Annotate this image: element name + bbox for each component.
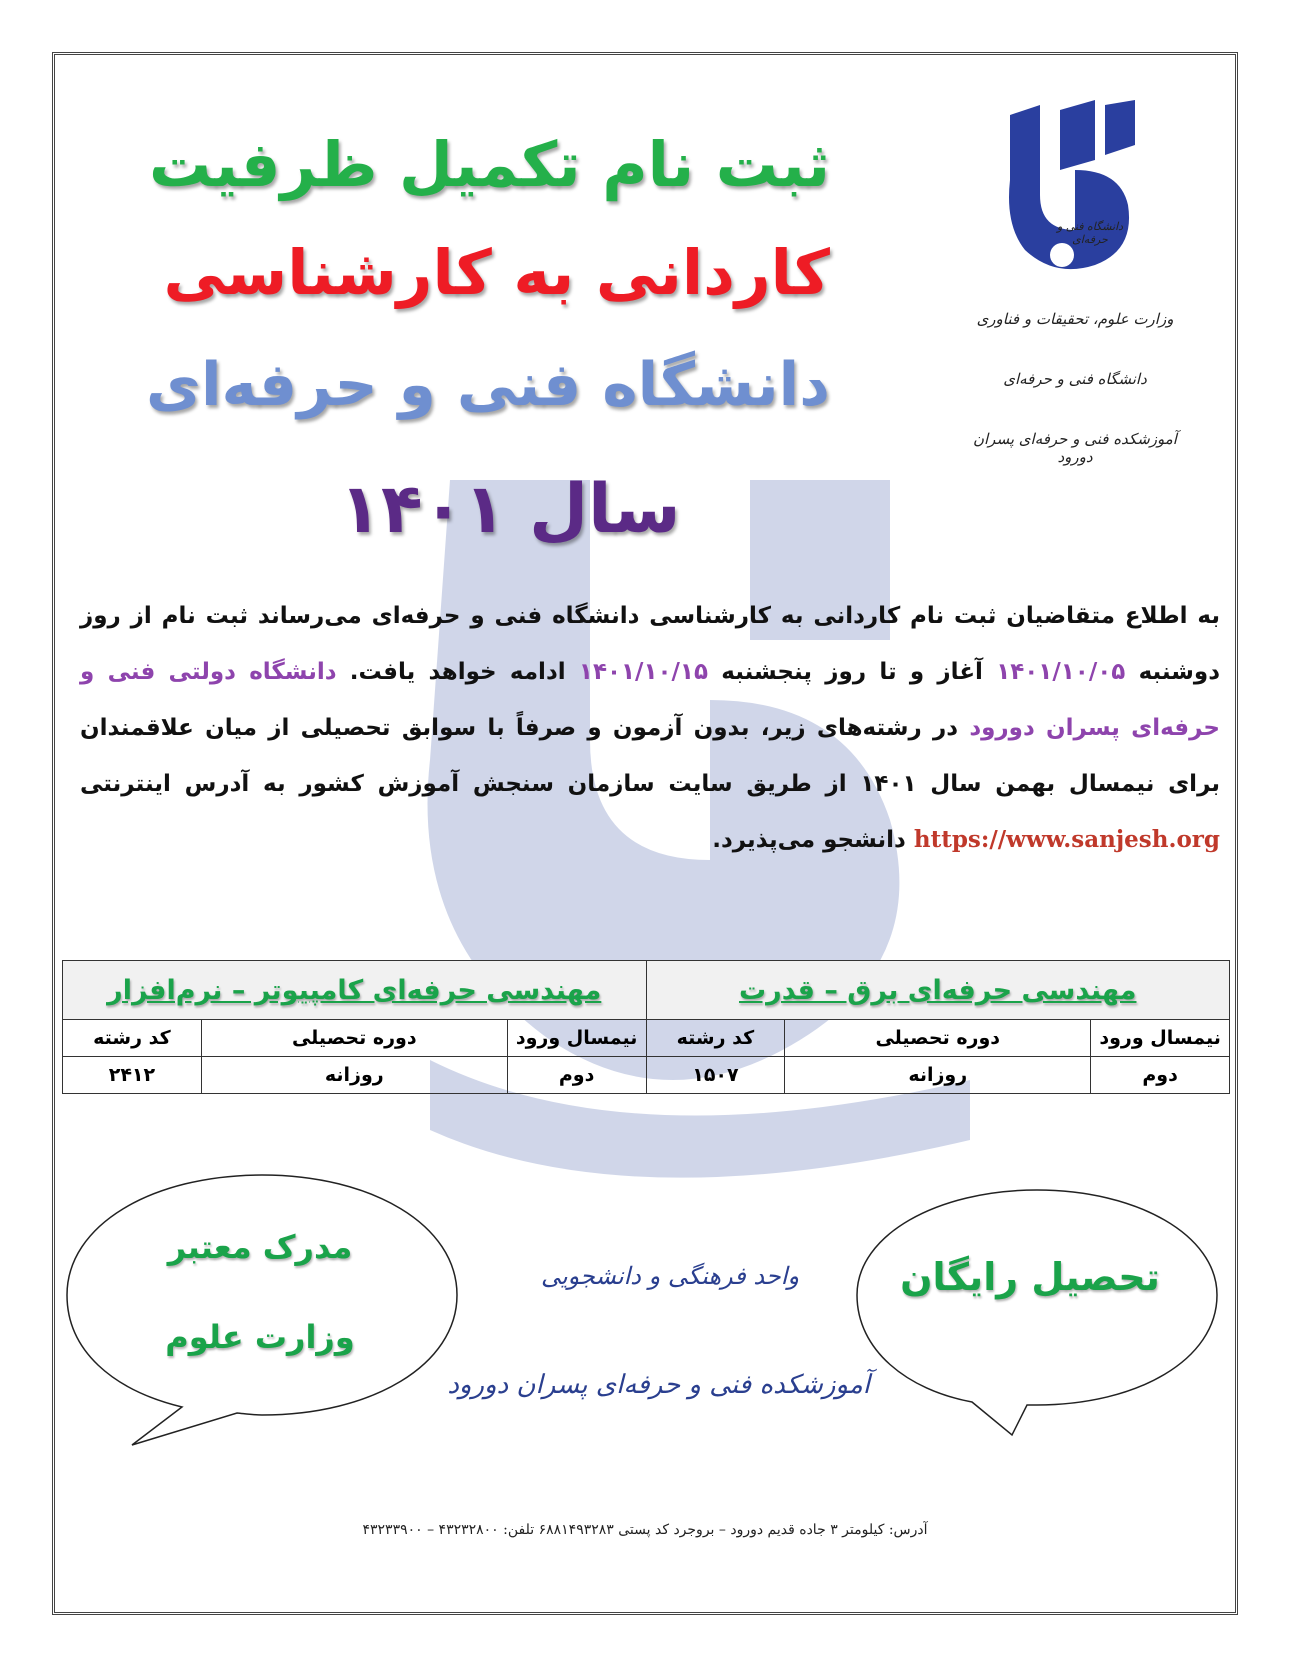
logo-ministry-text: وزارت علوم، تحقیقات و فناوری xyxy=(976,310,1174,328)
title-degree: کاردانی به کارشناسی xyxy=(163,236,830,309)
title-university: دانشگاه فنی و حرفه‌ای xyxy=(145,350,830,420)
col-course: دوره تحصیلی xyxy=(785,1020,1091,1057)
speech-bubble-left xyxy=(62,1155,462,1455)
table-row xyxy=(63,1057,1230,1094)
sanjesh-link[interactable]: https://www.sanjesh.org xyxy=(913,826,1220,853)
logo-mark-text: دانشگاه فنی و حرفه‌ای xyxy=(1056,220,1124,246)
table-subheader-row xyxy=(63,1020,1230,1057)
cell-code: ۲۴۱۲ xyxy=(63,1057,202,1094)
logo-college-text: آموزشکده فنی و حرفه‌ای پسران دورود xyxy=(973,430,1177,466)
title-registration: ثبت نام تکمیل ظرفیت xyxy=(148,128,830,201)
university-logo-icon xyxy=(1000,100,1140,280)
col-code: کد رشته xyxy=(63,1020,202,1057)
col-semester: نیمسال ورود xyxy=(1091,1020,1230,1057)
para-text-4: در رشته‌های زیر، بدون آزمون و صرفاً با سوابق تحصیلی از میان علاقمندان برای نیمسال بهمن سال ۱۴۰۱ از طریق سایت سازمان سنجش آموزش کشور به آدرس اینترنتی xyxy=(80,715,1221,797)
signature-college: آموزشکده فنی و حرفه‌ای پسران دورود xyxy=(447,1370,870,1400)
speech-bubble-right xyxy=(852,1170,1222,1440)
logo-university-text: دانشگاه فنی و حرفه‌ای xyxy=(1003,370,1147,388)
para-text-1: به اطلاع متقاضیان ثبت نام کاردانی به کارشناسی دانشگاه فنی و حرفه‌ای می‌رساند ثبت نام از روز دوشنبه xyxy=(80,603,1221,685)
title-year: سال ۱۴۰۱ xyxy=(339,470,681,549)
cell-semester: دوم xyxy=(1091,1057,1230,1094)
free-education-text: تحصیل رایگان xyxy=(900,1255,1160,1299)
col-semester: نیمسال ورود xyxy=(507,1020,646,1057)
cell-code: ۱۵۰۷ xyxy=(646,1057,785,1094)
field-name-computer: مهندسی حرفه‌ای کامپیوتر – نرم‌افزار xyxy=(63,961,647,1020)
cell-course: روزانه xyxy=(201,1057,507,1094)
cell-semester: دوم xyxy=(507,1057,646,1094)
courses-table xyxy=(62,960,1230,1094)
valid-degree-text: مدرک معتبر xyxy=(167,1228,353,1266)
date-start: ۱۴۰۱/۱۰/۰۵ xyxy=(996,659,1126,685)
para-text-5: دانشجو می‌پذیرد. xyxy=(712,827,914,853)
ministry-text: وزارت علوم xyxy=(165,1318,355,1356)
para-text-2: آغاز و تا روز پنجشنبه xyxy=(708,659,997,685)
signature-unit: واحد فرهنگی و دانشجویی xyxy=(540,1262,800,1290)
col-course: دوره تحصیلی xyxy=(201,1020,507,1057)
address-footer: آدرس: کیلومتر ۳ جاده قدیم دورود – بروجرد کد پستی ۶۸۸۱۴۹۳۲۸۳ تلفن: ۴۳۲۳۲۸۰۰ – ۴۳۲۳۳۹۰۰ xyxy=(362,1522,928,1538)
announcement-paragraph xyxy=(80,588,1220,868)
cell-course: روزانه xyxy=(785,1057,1091,1094)
table-header-row xyxy=(63,961,1230,1020)
date-end: ۱۴۰۱/۱۰/۱۵ xyxy=(578,659,709,685)
field-name-electrical: مهندسی حرفه‌ای برق – قدرت xyxy=(646,961,1229,1020)
para-text-3: ادامه خواهد یافت. xyxy=(336,659,579,685)
institute-name: دانشگاه دولتی فنی و حرفه‌ای پسران دورود xyxy=(80,659,1220,741)
col-code: کد رشته xyxy=(646,1020,785,1057)
